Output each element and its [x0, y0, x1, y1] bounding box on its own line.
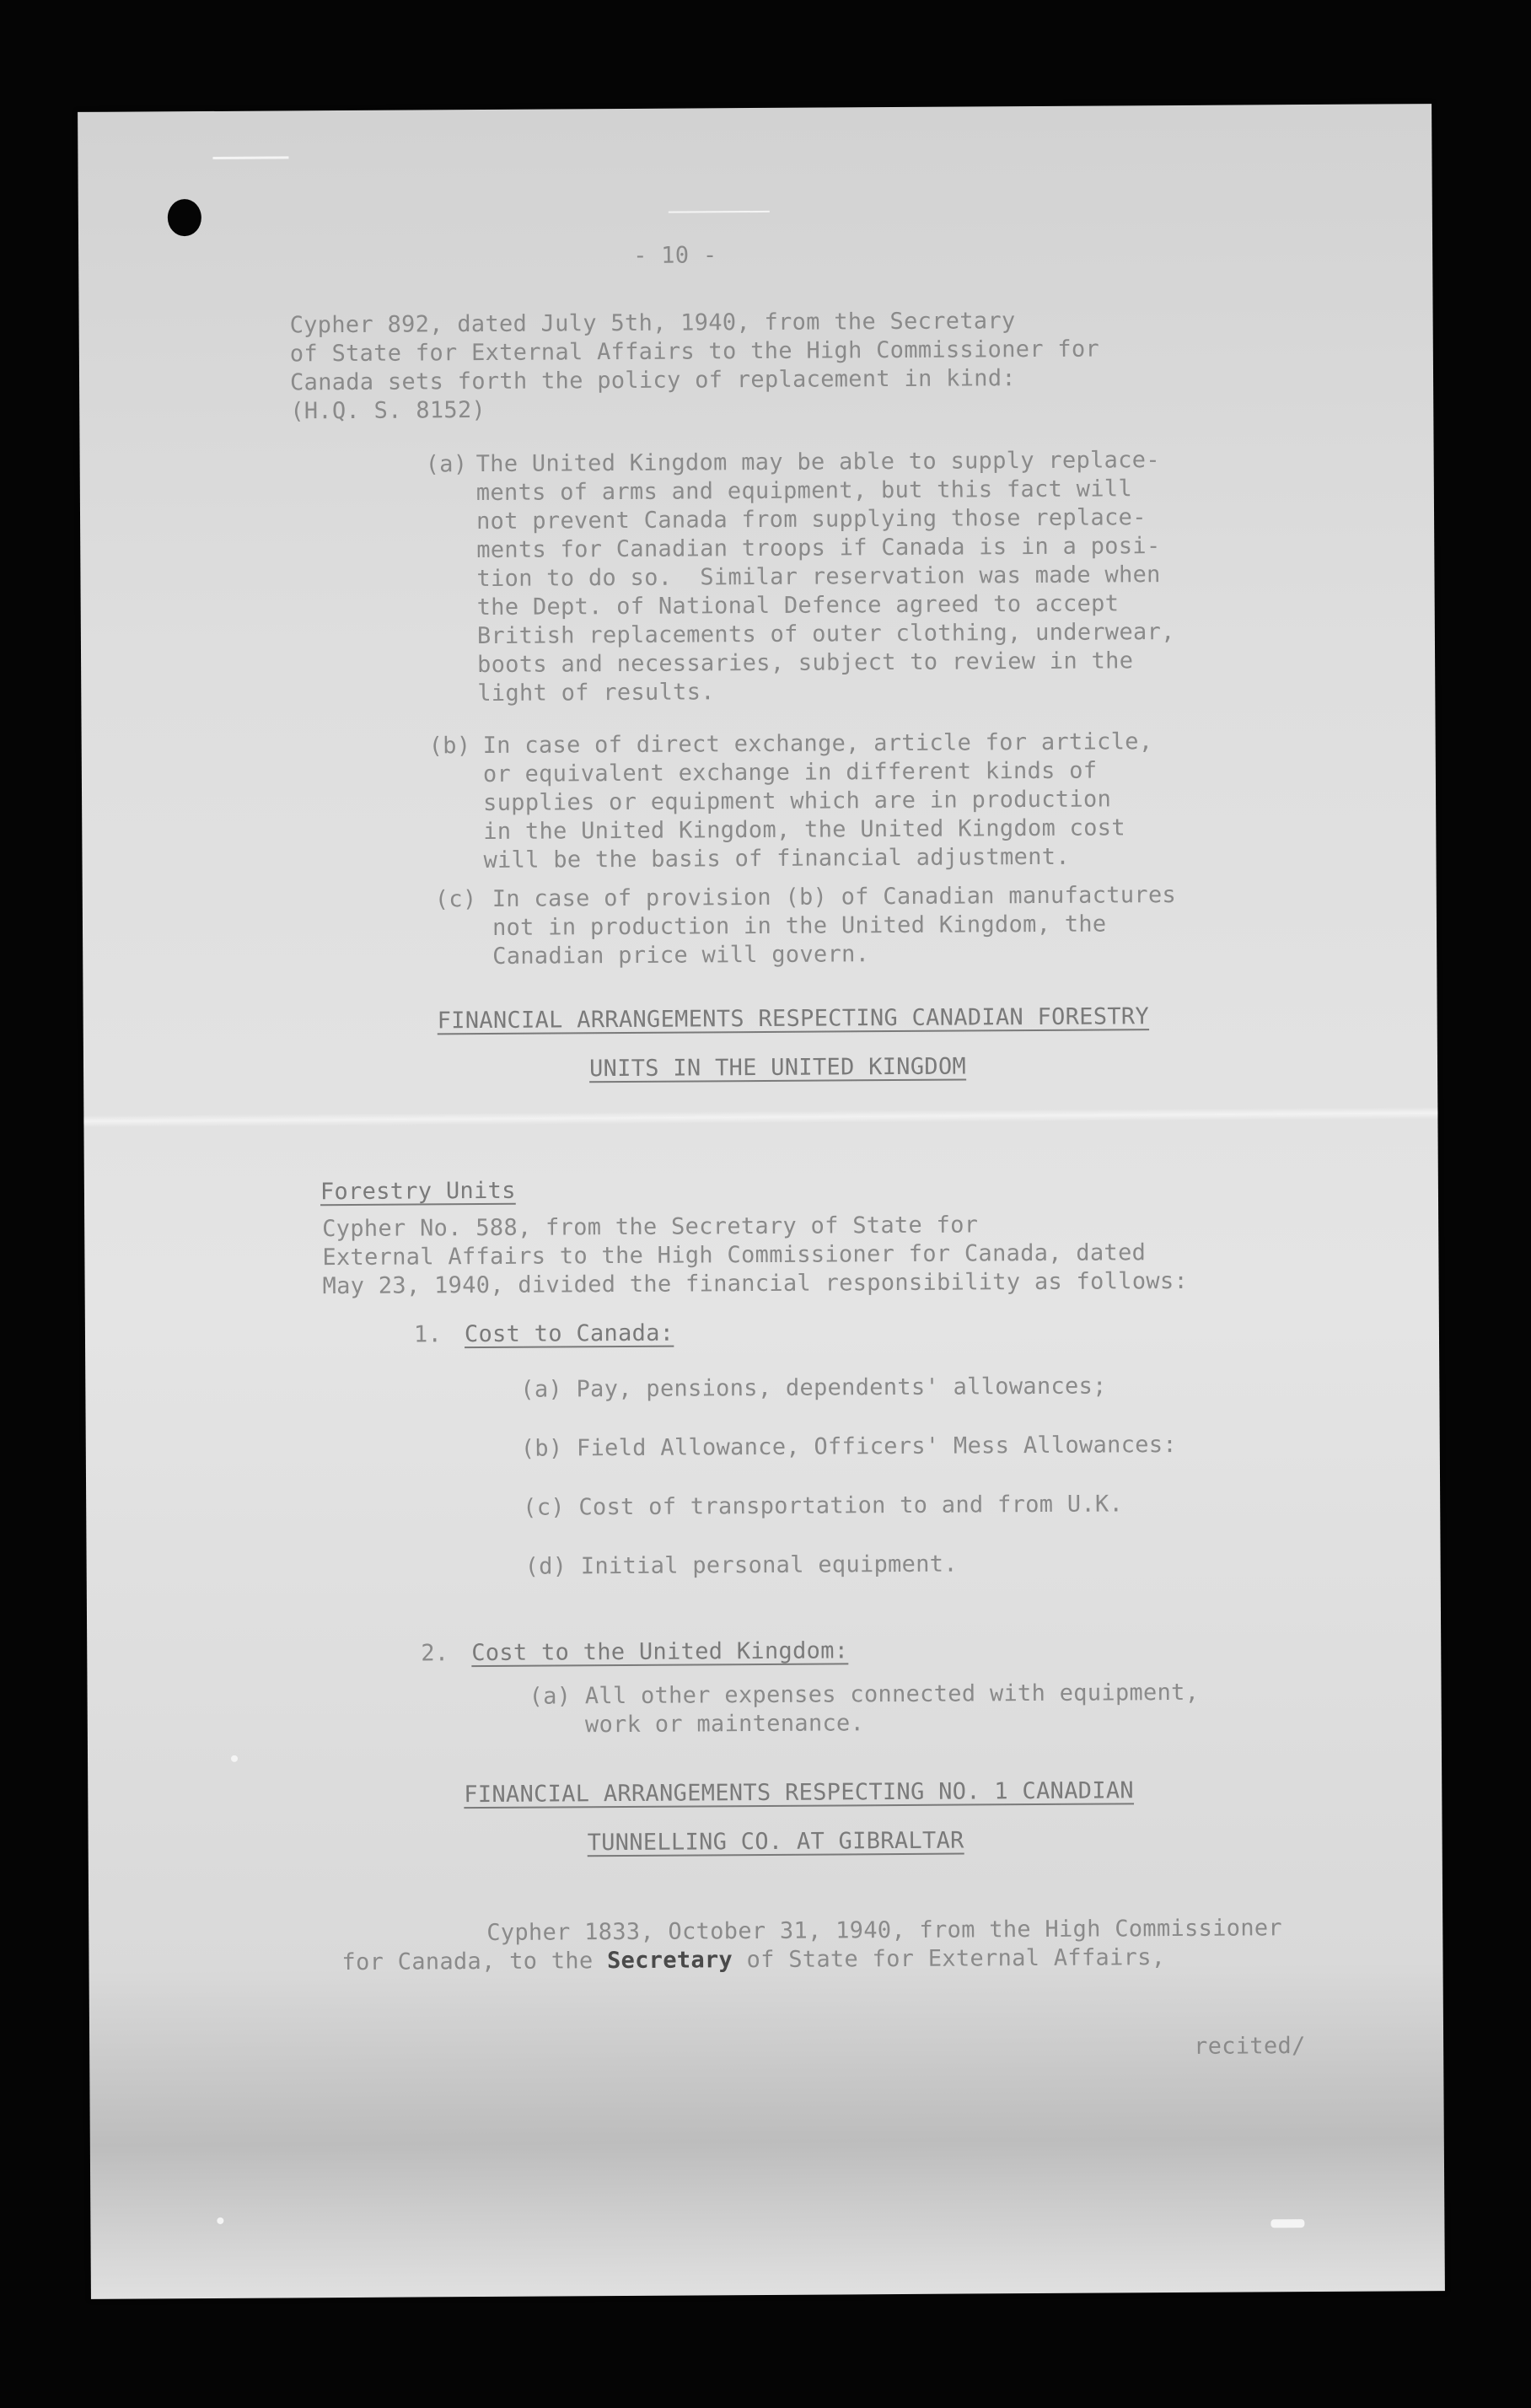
- fold-crease: [83, 1107, 1437, 1127]
- cost-canada-item: (c) Cost of transportation to and from U.K.: [523, 1491, 1124, 1521]
- heading-gibraltar-line2: TUNNELLING CO. AT GIBRALTAR: [587, 1827, 964, 1857]
- closing-secretary: Secretary: [606, 1947, 733, 1975]
- paper-speck: [1270, 2219, 1304, 2228]
- closing-line1: Cypher 1833, October 31, 1940, from the High Commissioner: [486, 1915, 1283, 1947]
- closing-line2: [341, 1943, 1165, 1977]
- cost-canada-number: 1.: [413, 1321, 443, 1348]
- item-marker: (c): [434, 886, 477, 913]
- intro-paragraph: Cypher 892, dated July 5th, 1940, from the Secretary of State for External Affairs to the High Commissioner for Canada sets forth the policy of replacement in kind: (H.Q. S. 8152): [289, 308, 1100, 425]
- item-text: In case of direct exchange, article for article, or equivalent exchange in different kinds of supplies or equipment which are in production in the United Kingdom, the United Kingdom cost will be the basis of financial adjustment.: [482, 728, 1153, 874]
- paper-speck: [231, 1755, 238, 1762]
- heading-forestry-line2: UNITS IN THE UNITED KINGDOM: [588, 1053, 967, 1083]
- item-marker: (b): [428, 733, 471, 760]
- catchword: recited/: [1194, 2033, 1306, 2060]
- closing-suffix: of State for External Affairs,: [732, 1944, 1166, 1974]
- item-text: In case of provision (b) of Canadian manufactures not in production in the United Kingdom, the Canadian price will govern.: [492, 881, 1177, 970]
- cost-uk-number: 2.: [421, 1640, 449, 1667]
- scratch-mark: [669, 211, 770, 213]
- subheading-forestry-units: Forestry Units: [320, 1177, 516, 1206]
- scratch-mark: [212, 156, 288, 159]
- page-number: - 10 -: [633, 242, 717, 269]
- forestry-paragraph: Cypher No. 588, from the Secretary of State for External Affairs to the High Commissioner for Canada, dated May 23, 1940, divided the financial responsibility as follows:: [322, 1212, 1189, 1300]
- heading-gibraltar-line1: FINANCIAL ARRANGEMENTS RESPECTING NO. 1 CANADIAN: [464, 1777, 1135, 1809]
- heading-forestry-line1: FINANCIAL ARRANGEMENTS RESPECTING CANADIAN FORESTRY: [437, 1003, 1150, 1035]
- cost-canada-item: (b) Field Allowance, Officers' Mess Allowances:: [520, 1431, 1177, 1462]
- paper-speck: [217, 2217, 223, 2224]
- item-marker: (a): [425, 451, 468, 478]
- item-text: The United Kingdom may be able to supply replace- ments of arms and equipment, but this fact will not prevent Canada from supplying those replace- ments for Canadian troops if Canada is in a posi- tion to do so. Similar reservation was made when the Dept. of National Defence agreed to accept British replacements of outer clothing, underwear, boots and necessaries, subject to review in the light of results.: [475, 447, 1175, 707]
- punch-hole: [168, 199, 201, 236]
- closing-prefix: for Canada, to the: [341, 1948, 608, 1976]
- document-page: [78, 104, 1445, 2299]
- cost-canada-item: (a) Pay, pensions, dependents' allowances;: [520, 1373, 1107, 1403]
- cost-canada-item: (d) Initial personal equipment.: [524, 1551, 958, 1580]
- cost-uk-item: (a) All other expenses connected with equipment, work or maintenance.: [529, 1679, 1200, 1739]
- cost-uk-label: Cost to the United Kingdom:: [471, 1637, 849, 1667]
- cost-canada-label: Cost to Canada:: [464, 1320, 674, 1348]
